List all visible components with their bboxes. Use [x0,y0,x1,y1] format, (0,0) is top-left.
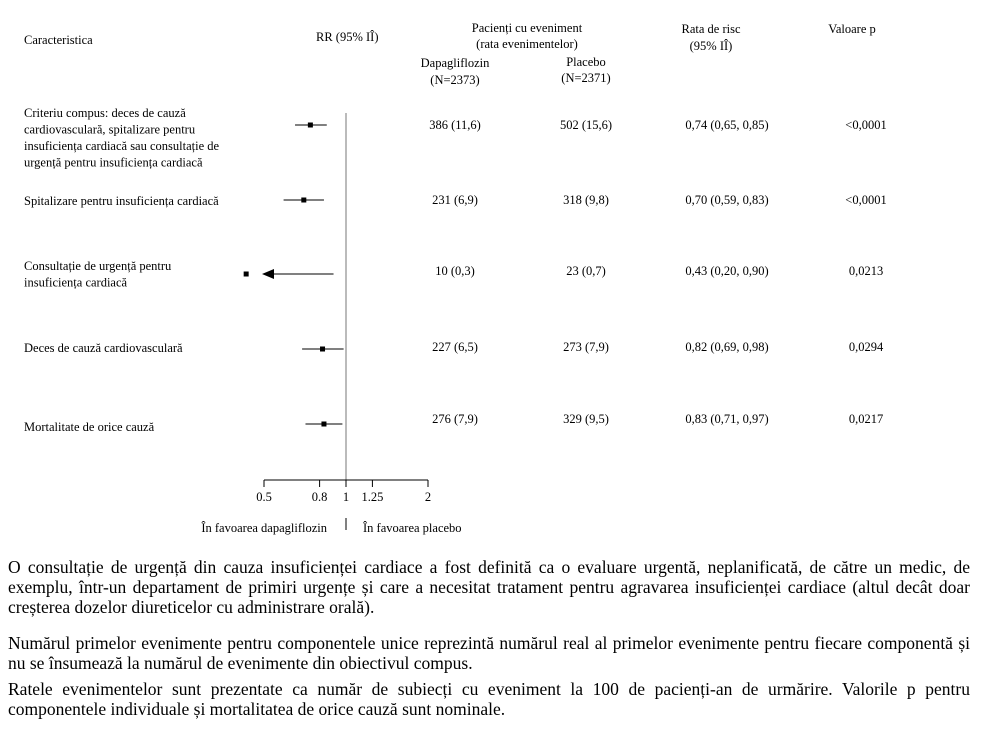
row-p-value: <0,0001 [845,118,887,132]
favours-placebo: În favoarea placebo [363,521,462,535]
row-dapagliflozin-events: 227 (6,5) [432,340,478,354]
row-placebo-events: 502 (15,6) [559,118,613,132]
x-axis [256,480,431,504]
row-label: Deces de cauză cardiovasculară [24,341,183,355]
row-label: Consultație de urgență pentru [24,259,172,273]
header-patients-line2: (rata evenimentelor) [476,37,578,51]
row-p-value: <0,0001 [845,193,887,207]
forest-row [24,106,887,170]
row-label: Mortalitate de orice cauză [24,420,155,434]
row-hazard-ratio: 0,74 (0,65, 0,85) [685,118,769,132]
row-p-value: 0,0217 [848,412,884,426]
row-placebo-events: 318 (9,8) [563,193,609,207]
header-dapa-line2: (N=2373) [430,73,480,87]
row-label: insuficiența cardiacă [24,275,128,290]
row-placebo-events: 23 (0,7) [566,264,606,278]
header-placebo-line1: Placebo [566,55,606,69]
forest-row [24,193,887,208]
row-label: urgență pentru insuficiența cardiacă [24,155,203,170]
forest-rows [24,106,887,434]
ci-truncation-arrow [262,269,274,279]
x-tick-label: 1 [342,490,350,504]
point-estimate [244,272,249,277]
row-hazard-ratio: 0,82 (0,69, 0,98) [685,340,769,354]
row-p-value: 0,0294 [848,340,884,354]
header-p: Valoare p [828,22,876,36]
footnote-first-events: Numărul primelor evenimente pentru componentele unice reprezintă numărul real al primelor evenimente pentru fiecare componentă și nu se însumează la numărul de evenimente din obiectivul compus. [8,633,970,673]
row-label: cardiovasculară, spitalizare pentru [24,122,196,137]
row-label: Spitalizare pentru insuficiența cardiacă [24,194,219,208]
point-estimate [320,347,325,352]
footnote-urgent-visit: O consultație de urgență din cauza insuficienței cardiace a fost definită ca o evaluare urgentă, neplanificată, de către un medic, de exemplu, într-un departament de primiri urgențe și care a necesitat tratament pentru agravarea insuficienței cardiace (altul decât doar creșterea dozelor diureticelor cu administrare orală). [8,557,970,617]
header-placebo-line2: (N=2371) [561,71,611,85]
forest-row [24,340,884,355]
footnote-event-rates: Ratele evenimentelor sunt prezentate ca număr de subiecți cu eveniment la 100 de pacienți-an de urmărire. Valorile p pentru componentele individuale și mortalitatea de orice cauză sunt nominale. [8,679,970,719]
row-label: insuficiența cardiacă sau consultație de [24,139,220,153]
header-rr: RR (95% IÎ) [316,30,379,44]
row-dapagliflozin-events: 231 (6,9) [432,193,478,207]
x-tick-label: 1.25 [361,490,384,504]
point-estimate [301,198,306,203]
forest-row [24,412,883,434]
column-headers [24,21,876,87]
row-placebo-events: 329 (9,5) [563,412,609,426]
row-hazard-ratio: 0,43 (0,20, 0,90) [685,264,769,278]
row-dapagliflozin-events: 10 (0,3) [435,264,475,278]
header-hr-line2: (95% IÎ) [689,39,733,53]
row-hazard-ratio: 0,70 (0,59, 0,83) [685,193,769,207]
point-estimate [308,123,313,128]
forest-row [24,259,883,290]
x-tick-label: 0.5 [256,490,272,504]
favours-dapagliflozin: În favoarea dapagliflozin [201,521,327,535]
header-patients-line1: Pacienți cu eveniment [471,21,583,35]
row-dapagliflozin-events: 276 (7,9) [432,412,478,426]
row-dapagliflozin-events: 386 (11,6) [429,118,481,132]
row-hazard-ratio: 0,83 (0,71, 0,97) [685,412,769,426]
x-tick-label: 2 [424,490,432,504]
row-p-value: 0,0213 [848,264,884,278]
favours-labels [201,518,461,535]
row-label: Criteriu compus: deces de cauză [24,106,186,120]
header-characteristic: Caracteristica [24,33,93,47]
header-hr-line1: Rata de risc [681,22,741,36]
x-tick-label: 0.8 [311,490,328,504]
row-placebo-events: 273 (7,9) [563,340,609,354]
header-dapa-line1: Dapagliflozin [420,56,490,70]
point-estimate [321,422,326,427]
